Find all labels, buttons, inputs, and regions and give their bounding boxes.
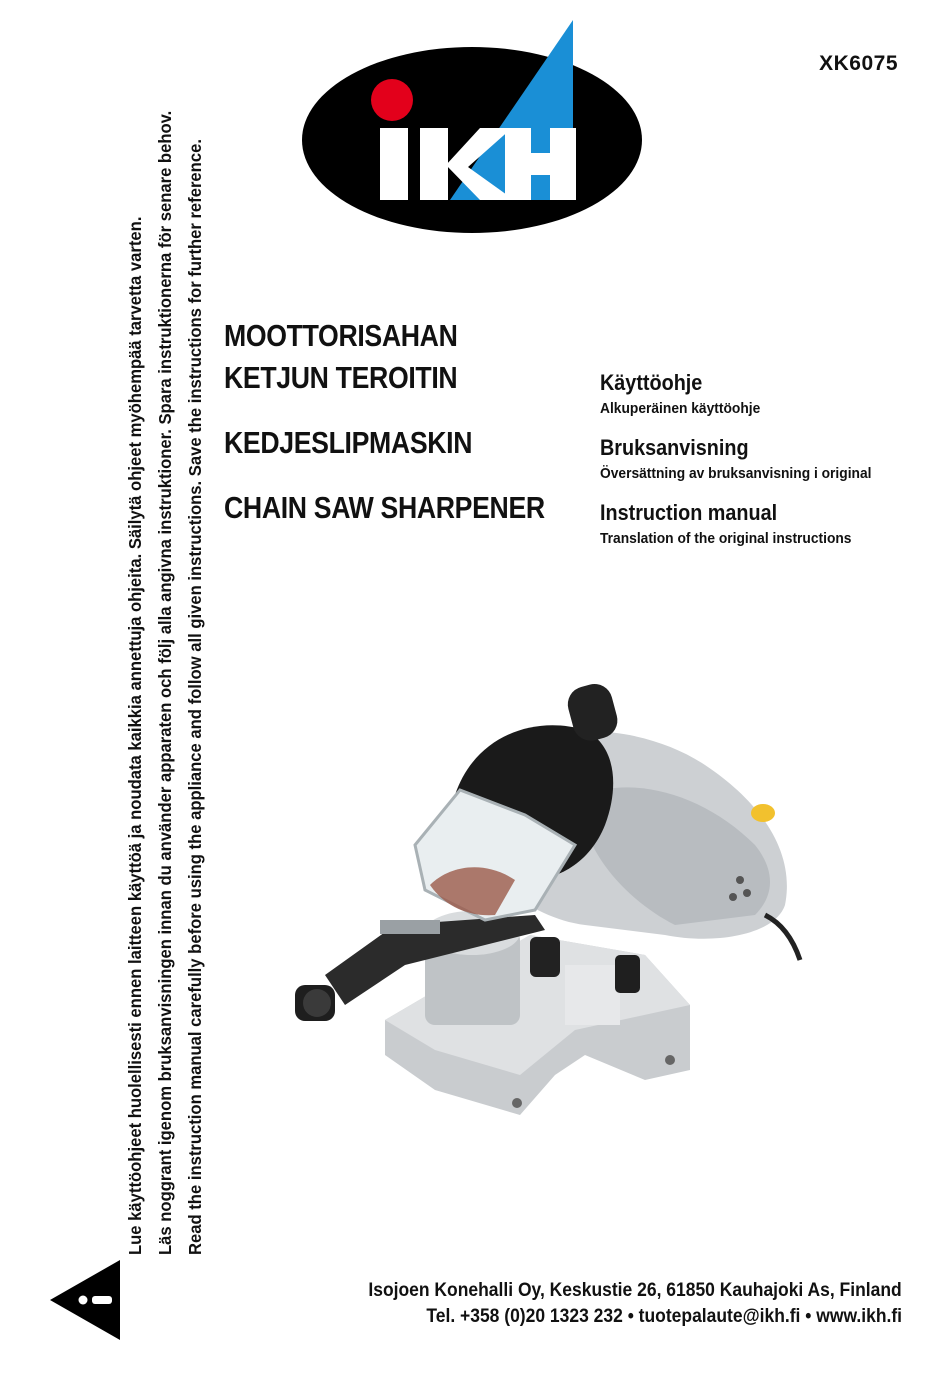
- manual-sub-fi: Alkuperäinen käyttöohje: [600, 400, 761, 417]
- title-fi-line1: MOOTTORISAHAN: [224, 318, 458, 353]
- product-photo: [285, 675, 805, 1125]
- manual-sub-sv: Översättning av bruksanvisning i original: [600, 465, 872, 482]
- safety-notice-fi: Lue käyttöohjeet huolellisesti ennen laitteen käyttöä ja noudata kaikkia annettuja ohjeita. Säilytä ohjeet myöhempää tarvetta varten.: [125, 216, 145, 1255]
- title-fi-line2: KETJUN TEROITIN: [224, 360, 458, 395]
- manual-heading-sv: Bruksanvisning: [600, 435, 749, 460]
- safety-notice: [120, 45, 210, 1255]
- safety-notice-sv: Läs noggrant igenom bruksanvisningen innan du använder apparaten och följ alla angivna instruktioner. Spara instruktionerna för senare behov.: [155, 110, 175, 1255]
- manual-heading-fi: Käyttöohje: [600, 370, 703, 395]
- footer-contact: Tel. +358 (0)20 1323 232 • tuotepalaute@ikh.fi • www.ikh.fi: [426, 1306, 902, 1327]
- ikh-logo: [300, 15, 650, 235]
- title-sv: KEDJESLIPMASKIN: [224, 425, 473, 460]
- manual-heading-en: Instruction manual: [600, 500, 778, 525]
- warning-icon: [50, 1260, 120, 1340]
- model-number: XK6075: [819, 52, 898, 75]
- manual-sub-en: Translation of the original instructions: [600, 530, 852, 547]
- footer-address: Isojoen Konehalli Oy, Keskustie 26, 61850 Kauhajoki As, Finland: [368, 1280, 902, 1301]
- title-en: CHAIN SAW SHARPENER: [224, 490, 545, 525]
- safety-notice-en: Read the instruction manual carefully before using the appliance and follow all given instructions. Save the instructions for further reference.: [185, 139, 205, 1255]
